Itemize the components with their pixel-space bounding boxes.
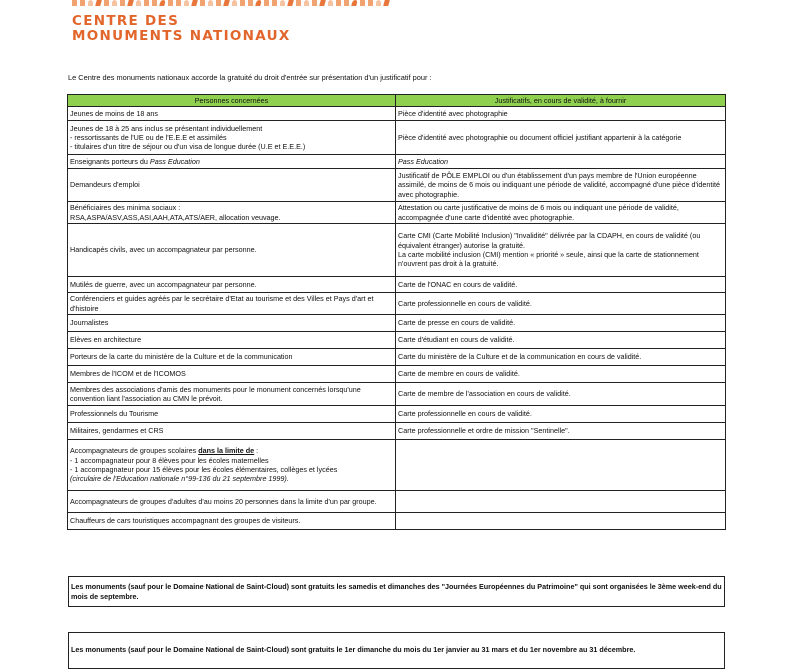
row-proof: Pièce d'identité avec photographie — [396, 107, 726, 121]
logo-line-2: MONUMENTS NATIONAUX — [72, 28, 291, 44]
table-row — [68, 513, 726, 530]
row-proof: Attestation ou carte justificative de moins de 6 mois ou indiquant une période de validité, accompagnée d'une carte d'identité avec photographie. — [396, 202, 726, 224]
header-persons: Personnes concernées — [68, 95, 396, 107]
table-row — [68, 155, 726, 169]
table-row — [68, 440, 726, 491]
row-proof: Carte professionnelle et ordre de mission "Sentinelle". — [396, 423, 726, 440]
row-persons: Accompagnateurs de groupes scolaires dans la limite de : - 1 accompagnateur pour 8 élèves pour les écoles maternelles - 1 accompagnateur pour 15 élèves pour les écoles élémentaires, collèges et lycées (circulaire de l'Education nationale n°99-136 du 21 septembre 1999). — [68, 440, 396, 491]
first-sunday-notice: Les monuments (sauf pour le Domaine National de Saint-Cloud) sont gratuits le 1er dimanche du mois du 1er janvier au 31 mars et du 1er novembre au 31 décembre. — [68, 632, 725, 669]
heritage-days-notice: Les monuments (sauf pour le Domaine National de Saint-Cloud) sont gratuits les samedis et dimanches des "Journées Européennes du Patrimoine" qui sont organisées le 3ème week-end du mois de septembre. — [68, 576, 725, 607]
table-row — [68, 293, 726, 315]
cmn-logo — [72, 0, 412, 44]
row-proof — [396, 513, 726, 530]
row-persons: Jeunes de 18 à 25 ans inclus se présentant individuellement - ressortissants de l'UE ou de l'E.E.E et assimilés - titulaires d'un titre de séjour ou d'un visa de longue durée (U.E et E.E.E.) — [68, 121, 396, 155]
row-persons: Militaires, gendarmes et CRS — [68, 423, 396, 440]
table-row — [68, 169, 726, 202]
row-proof: Pass Education — [396, 155, 726, 169]
row-persons: Accompagnateurs de groupes d'adultes d'au moins 20 personnes dans la limite d'un par groupe. — [68, 491, 396, 513]
table-header-row — [68, 95, 726, 107]
table-row — [68, 315, 726, 332]
row-proof: Carte du ministère de la Culture et de la communication en cours de validité. — [396, 349, 726, 366]
table-row — [68, 224, 726, 277]
row-persons: Bénéficiaires des minima sociaux : RSA,ASPA/ASV,ASS,ASI,AAH,ATA,ATS/AER, allocation veuvage. — [68, 202, 396, 224]
row-proof: Carte de membre de l'association en cours de validité. — [396, 383, 726, 406]
table-row — [68, 423, 726, 440]
table-row — [68, 491, 726, 513]
row-persons: Elèves en architecture — [68, 332, 396, 349]
row-persons: Membres de l'ICOM et de l'ICOMOS — [68, 366, 396, 383]
row-proof: Justificatif de PÔLE EMPLOI ou d'un établissement d'un pays membre de l'Union européenne assimilé, de moins de 6 mois ou indiquant une période de validité, accompagné d'une pièce d'identité avec photographie. — [396, 169, 726, 202]
row-proof: Carte de presse en cours de validité. — [396, 315, 726, 332]
table-row — [68, 107, 726, 121]
table-row — [68, 366, 726, 383]
row-proof: Carte de membre en cours de validité. — [396, 366, 726, 383]
row-proof — [396, 440, 726, 491]
table-row — [68, 383, 726, 406]
row-proof — [396, 491, 726, 513]
row-persons: Enseignants porteurs du Pass Education — [68, 155, 396, 169]
row-persons: Membres des associations d'amis des monuments pour le monument concernés lorsqu'une convention liant l'association au CMN le prévoit. — [68, 383, 396, 406]
row-proof: Pièce d'identité avec photographie ou document officiel justifiant appartenir à la catégorie — [396, 121, 726, 155]
logo-pattern-strip — [72, 0, 389, 10]
row-proof: Carte CMI (Carte Mobilité Inclusion) "Invalidité" délivrée par la CDAPH, en cours de validité (ou équivalent étranger) autorise la gratuité. La carte mobilité inclusion (CMI) mention « priorité » seule, ainsi que la carte de stationnement n'ouvrent pas droit à la gratuité. — [396, 224, 726, 277]
logo-line-1: CENTRE DES — [72, 13, 180, 29]
table-row — [68, 121, 726, 155]
row-persons: Handicapés civils, avec un accompagnateur par personne. — [68, 224, 396, 277]
row-proof: Carte d'étudiant en cours de validité. — [396, 332, 726, 349]
table-row — [68, 406, 726, 423]
row-proof: Carte professionnelle en cours de validité. — [396, 406, 726, 423]
row-proof: Carte de l'ONAC en cours de validité. — [396, 277, 726, 293]
header-proofs: Justificatifs, en cours de validité, à fournir — [396, 95, 726, 107]
row-persons: Porteurs de la carte du ministère de la Culture et de la communication — [68, 349, 396, 366]
table-row — [68, 349, 726, 366]
free-entry-table — [67, 94, 726, 530]
row-persons: Conférenciers et guides agréés par le secrétaire d'Etat au tourisme et des Villes et Pays d'art et d'histoire — [68, 293, 396, 315]
intro-text: Le Centre des monuments nationaux accorde la gratuité du droit d'entrée sur présentation d'un justificatif pour : — [68, 73, 432, 82]
row-persons: Chauffeurs de cars touristiques accompagnant des groupes de visiteurs. — [68, 513, 396, 530]
table-row — [68, 332, 726, 349]
table-row — [68, 277, 726, 293]
row-proof: Carte professionnelle en cours de validité. — [396, 293, 726, 315]
table-row — [68, 202, 726, 224]
row-persons: Journalistes — [68, 315, 396, 332]
row-persons: Jeunes de moins de 18 ans — [68, 107, 396, 121]
row-persons: Demandeurs d'emploi — [68, 169, 396, 202]
row-persons: Professionnels du Tourisme — [68, 406, 396, 423]
row-persons: Mutilés de guerre, avec un accompagnateur par personne. — [68, 277, 396, 293]
